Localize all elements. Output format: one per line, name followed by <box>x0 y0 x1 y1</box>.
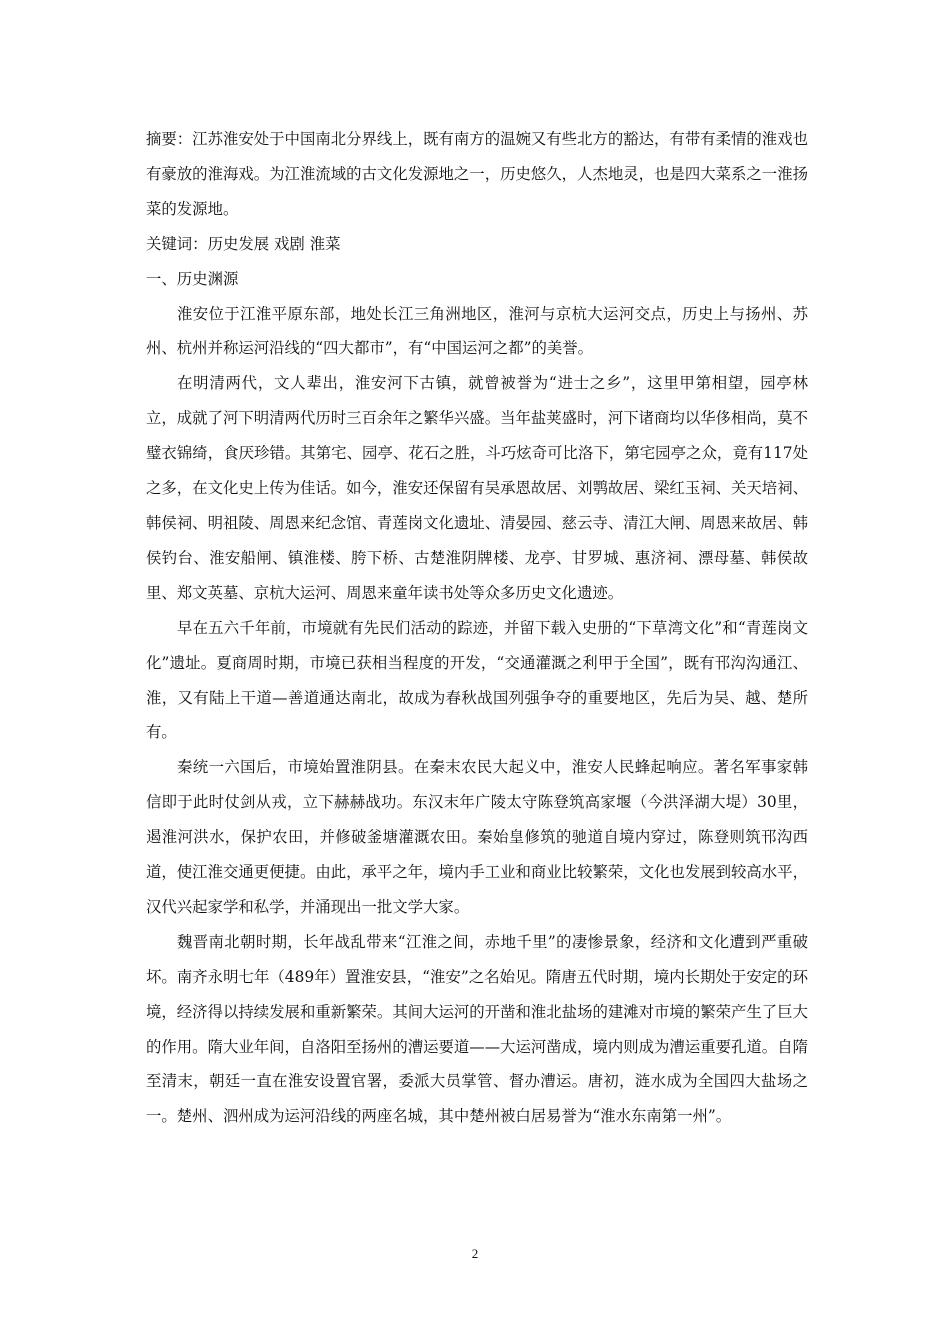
section-heading: 一、历史渊源 <box>146 269 239 288</box>
body-paragraph: 魏晋南北朝时期，长年战乱带来“江淮之间，赤地千里”的凄惨景象，经济和文化遭到严重破坏。南齐永明七年（489年）置淮安县，“淮安”之名始见。隋唐五代时期，境内长期处于安定的环境，经济得以持续发展和重新繁荣。其间大运河的开凿和淮北盐场的建滩对市境的繁荣产生了巨大的作用。隋大业年间，自洛阳至扬州的漕运要道——大运河凿成，境内则成为漕运重要孔道。自隋至清末，朝廷一直在淮安设置官署，委派大员掌管、督办漕运。唐初，涟水成为全国四大盐场之一。楚州、泗州成为运河沿线的两座名城，其中楚州被白居易誉为“淮水东南第一州”。 <box>146 932 808 1126</box>
abstract-paragraph: 摘要：江苏淮安处于中国南北分界线上，既有南方的温婉又有些北方的豁达，有带有柔情的淮戏也有豪放的淮海戏。为江淮流域的古文化发源地之一，历史悠久，人杰地灵，也是四大菜系之一淮扬菜的发源地。 <box>146 130 808 218</box>
page-number: 2 <box>471 1246 479 1261</box>
body-paragraph: 秦统一六国后，市境始置淮阴县。在秦末农民大起义中，淮安人民蜂起响应。著名军事家韩信即于此时仗剑从戎，立下赫赫战功。东汉末年广陵太守陈登筑高家堰（今洪泽湖大堤）30里，遏淮河洪水，保护农田，并修破釜塘灌溉农田。秦始皇修筑的驰道自境内穿过，陈登则筑邗沟西道，使江淮交通更便捷。由此，承平之年，境内手工业和商业比较繁荣，文化也发展到较高水平，汉代兴起家学和私学，并涌现出一批文学大家。 <box>146 758 808 916</box>
body-paragraph: 早在五六千年前，市境就有先民们活动的踪迹，并留下载入史册的“下草湾文化”和“青莲岗文化”遗址。夏商周时期，市境已获相当程度的开发，“交通灌溉之利甲于全国”，既有邗沟沟通江、淮，又有陆上干道—善道通达南北，故成为春秋战国列强争夺的重要地区，先后为吴、越、楚所有。 <box>146 618 808 742</box>
keywords-line: 关键词：历史发展 戏剧 淮菜 <box>146 234 341 253</box>
body-paragraph: 淮安位于江淮平原东部，地处长江三角洲地区，淮河与京杭大运河交点，历史上与扬州、苏州、杭州并称运河沿线的“四大都市”，有“中国运河之都”的美誉。 <box>146 304 808 358</box>
body-paragraph: 在明清两代，文人辈出，淮安河下古镇，就曾被誉为“进士之乡”，这里甲第相望，园亭林立，成就了河下明清两代历时三百余年之繁华兴盛。当年盐荚盛时，河下诸商均以华侈相尚，莫不璧衣锦绮，食厌珍错。其第宅、园亭、花石之胜，斗巧炫奇可比洛下，第宅园亭之众，竟有117处之多，在文化史上传为佳话。如今，淮安还保留有吴承恩故居、刘鹗故居、梁红玉祠、关天培祠、韩侯祠、明祖陵、周恩来纪念馆、青莲岗文化遗址、清晏园、慈云寺、清江大闸、周恩来故居、韩侯钓台、淮安船闸、镇淮楼、胯下桥、古楚淮阴牌楼、龙亭、甘罗城、惠济祠、漂母墓、韩侯故里、郑文英墓、京杭大运河、周恩来童年读书处等众多历史文化遗迹。 <box>146 374 808 602</box>
document-body <box>146 122 808 1134</box>
